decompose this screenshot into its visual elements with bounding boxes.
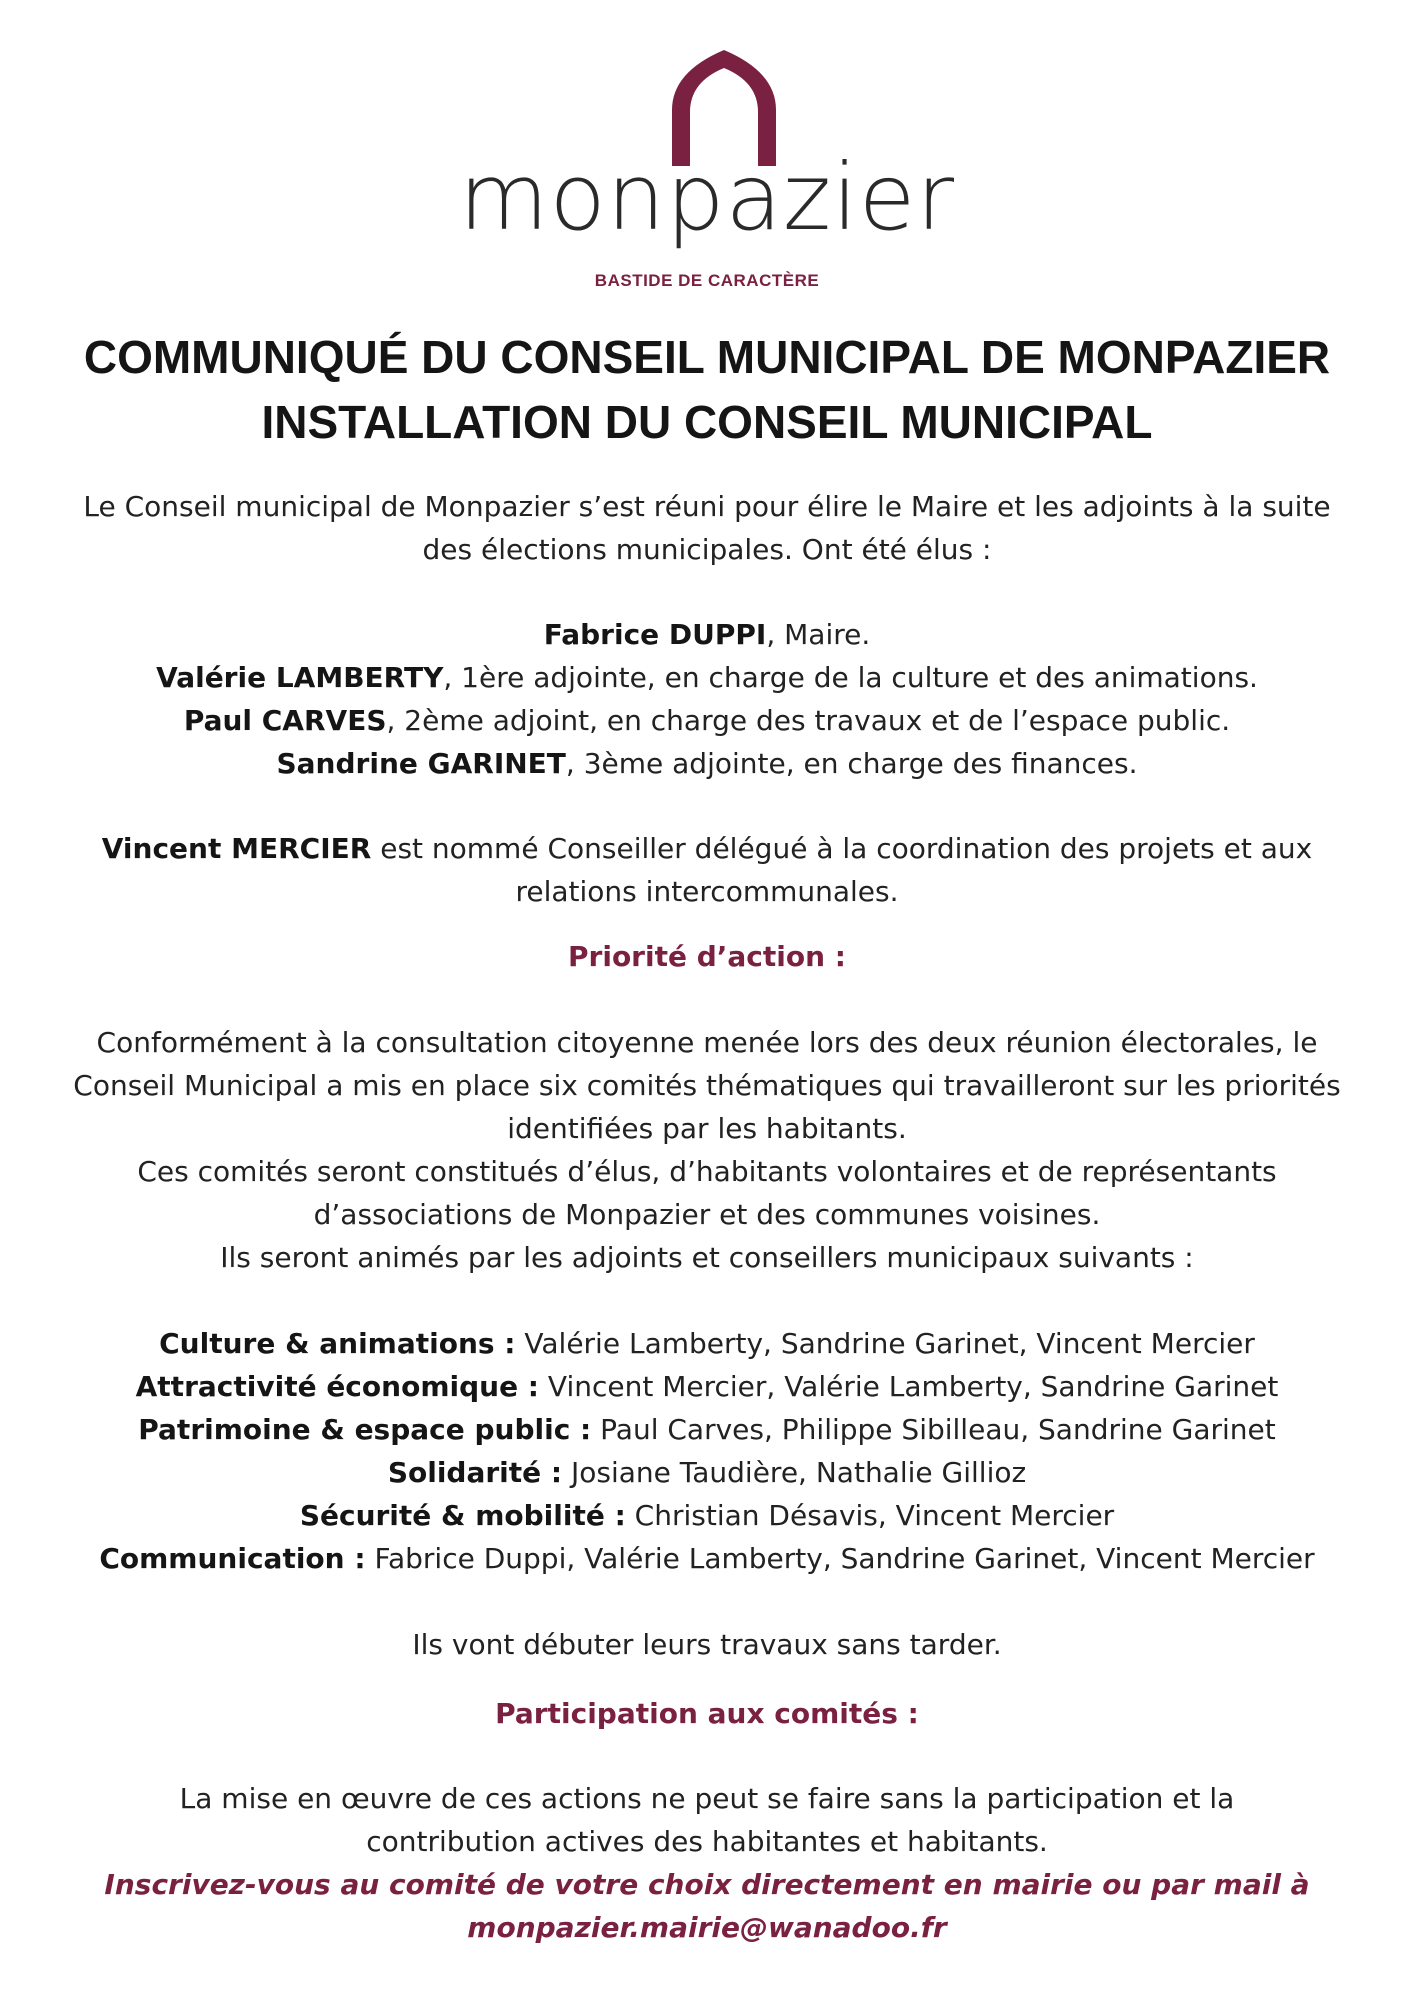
priority-line: Conseil Municipal a mis en place six comités thématiques qui travailleront sur les priorités <box>73 1069 1341 1102</box>
elected-role: , 2ème adjoint, en charge des travaux et de l’espace public. <box>386 704 1231 737</box>
committee-members: Vincent Mercier, Valérie Lamberty, Sandrine Garinet <box>539 1370 1279 1403</box>
elected-item <box>40 656 1374 699</box>
priority-paragraph <box>40 1021 1374 1279</box>
committee-label: Solidarité : <box>387 1456 563 1489</box>
elected-item <box>40 613 1374 656</box>
elected-role: , 3ème adjointe, en charge des finances. <box>565 747 1138 780</box>
committee-list <box>40 1322 1374 1580</box>
elected-item <box>40 699 1374 742</box>
committee-item <box>40 1365 1374 1408</box>
signup-call-to-action <box>40 1863 1374 1949</box>
contact-email-link[interactable]: monpazier.mairie@wanadoo.fr <box>467 1911 947 1944</box>
priority-line: identifiées par les habitants. <box>507 1112 907 1145</box>
page-title: COMMUNIQUÉ DU CONSEIL MUNICIPAL DE MONPAZIER <box>83 331 1331 383</box>
committee-item <box>40 1451 1374 1494</box>
elected-name: Fabrice DUPPI <box>543 618 767 651</box>
intro-paragraph <box>40 485 1374 571</box>
page-subtitle: INSTALLATION DU CONSEIL MUNICIPAL <box>261 396 1153 448</box>
delegate-name: Vincent MERCIER <box>101 832 372 865</box>
elected-list <box>40 613 1374 785</box>
elected-role: , 1ère adjointe, en charge de la culture et des animations. <box>443 661 1258 694</box>
elected-name: Valérie LAMBERTY <box>156 661 444 694</box>
committee-members: Christian Désavis, Vincent Mercier <box>625 1499 1115 1532</box>
committee-label: Attractivité économique : <box>135 1370 539 1403</box>
committee-members: Fabrice Duppi, Valérie Lamberty, Sandrine Garinet, Vincent Mercier <box>365 1542 1315 1575</box>
committee-label: Communication : <box>99 1542 366 1575</box>
committee-label: Patrimoine & espace public : <box>138 1413 592 1446</box>
elected-item <box>40 742 1374 785</box>
committee-item <box>40 1537 1374 1580</box>
intro-line: des élections municipales. Ont été élus : <box>422 533 992 566</box>
committee-item <box>40 1494 1374 1537</box>
priority-line: Ils seront animés par les adjoints et conseillers municipaux suivants : <box>220 1241 1194 1274</box>
priority-line: Conformément à la consultation citoyenne menée lors des deux réunion électorales, le <box>96 1026 1318 1059</box>
delegate-line <box>40 827 1374 870</box>
delegate-line: relations intercommunales. <box>515 875 899 908</box>
committee-item <box>40 1408 1374 1451</box>
intro-line: Le Conseil municipal de Monpazier s’est réuni pour élire le Maire et les adjoints à la suite <box>83 490 1331 523</box>
participation-line: contribution actives des habitantes et habitants. <box>366 1825 1048 1858</box>
participation-paragraph <box>40 1777 1374 1863</box>
priority-heading: Priorité d’action : <box>568 940 846 973</box>
elected-name: Sandrine GARINET <box>276 747 566 780</box>
committee-label: Culture & animations : <box>159 1327 516 1360</box>
participation-line: La mise en œuvre de ces actions ne peut se faire sans la participation et la <box>179 1782 1235 1815</box>
delegate-paragraph <box>40 827 1374 913</box>
elected-name: Paul CARVES <box>183 704 387 737</box>
committee-members: Paul Carves, Philippe Sibilleau, Sandrine Garinet <box>591 1413 1276 1446</box>
committee-members: Josiane Taudière, Nathalie Gillioz <box>562 1456 1027 1489</box>
logo-tagline: BASTIDE DE CARACTÈRE <box>594 271 820 290</box>
priority-line: Ces comités seront constitués d’élus, d’habitants volontaires et de représentants <box>137 1155 1277 1188</box>
committee-item <box>40 1322 1374 1365</box>
priority-line: d’associations de Monpazier et des communes voisines. <box>313 1198 1101 1231</box>
signup-text: Inscrivez-vous au comité de votre choix directement en mairie ou par mail à <box>104 1868 1310 1901</box>
delegate-text: est nommé Conseiller délégué à la coordination des projets et aux <box>371 832 1313 865</box>
closing-line: Ils vont débuter leurs travaux sans tarder. <box>412 1628 1002 1661</box>
participation-heading: Participation aux comités : <box>495 1697 919 1730</box>
elected-role: , Maire. <box>766 618 871 651</box>
logo-wordmark: monpazier <box>458 144 956 251</box>
committee-label: Sécurité & mobilité : <box>299 1499 626 1532</box>
committee-members: Valérie Lamberty, Sandrine Garinet, Vincent Mercier <box>515 1327 1255 1360</box>
